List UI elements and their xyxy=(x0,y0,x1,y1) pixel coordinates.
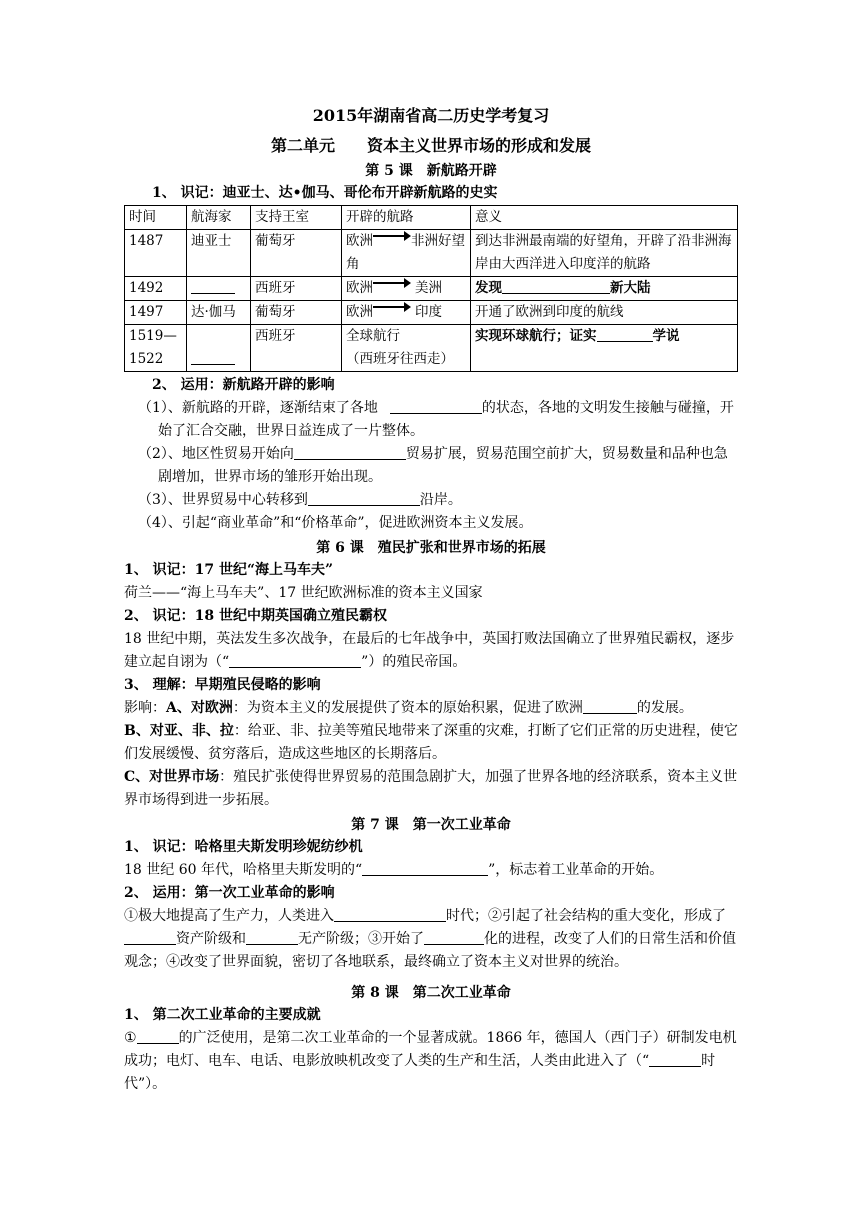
text: 18 世纪 60 年代，哈格里夫斯发明的“ xyxy=(124,862,363,878)
text: 时代；②引起了社会结构的重大变化，形成了 xyxy=(446,908,726,924)
cell-navigator: 达·伽马 xyxy=(187,301,251,325)
text: 资产阶级和 xyxy=(176,931,246,947)
cell-navigator: 迪亚士 xyxy=(187,230,251,277)
cell-royal: 葡萄牙 xyxy=(251,230,342,277)
text: 沿岸。 xyxy=(419,492,462,508)
text: ”，标志着工业革命的开始。 xyxy=(488,862,664,878)
text: ：为资本主义的发展提供了资本的原始积累，促进了欧洲 xyxy=(232,700,583,716)
route-from: 欧洲 xyxy=(346,233,373,249)
blank-line xyxy=(246,930,298,945)
blank-line xyxy=(424,930,484,945)
blank-line xyxy=(124,930,176,945)
table-header-row xyxy=(125,206,738,230)
cell-meaning: 到达非洲最南端的好望角，开辟了沿非洲海岸由大西洋进入印度洋的航路 xyxy=(471,230,738,277)
lesson7-para1 xyxy=(124,859,738,882)
arrow-icon xyxy=(373,230,411,242)
text: ：给亚、非、拉美等殖民地带来了深重的灾难，打断了它们正常的历史进程，使它们发展缓慢、贫穷落后，造成这些地区的长期落后。 xyxy=(124,723,738,762)
cell-royal: 葡萄牙 xyxy=(251,301,342,325)
table-row xyxy=(125,325,738,372)
route-from: 欧洲 xyxy=(346,280,373,296)
text: ：殖民扩张使得世界贸易的范围急剧扩大，加强了世界各地的经济联系，资本主义世界市场得到进一步拓展。 xyxy=(124,769,738,808)
cell-time: 1487 xyxy=(125,230,187,277)
cell-time: 1519—1522 xyxy=(125,325,187,372)
table-row xyxy=(125,277,738,301)
header-meaning: 意义 xyxy=(471,206,738,230)
impact-item-2 xyxy=(124,443,738,489)
blank-line xyxy=(362,861,488,876)
text: 化的进程，改变了人们的日常生活和价值观念；④改变了世界面貌，密切了各地联系，最终确立了资本主义对世界的统治。 xyxy=(124,931,736,970)
text: 无产阶级；③开始了 xyxy=(298,931,424,947)
route-to: 美洲 xyxy=(415,280,442,296)
blank-line xyxy=(191,350,235,365)
cell-royal: 西班牙 xyxy=(251,325,342,372)
document-title: 2015年湖南省高二历史学考复习 xyxy=(312,106,550,125)
text: 贸易扩展，贸易范围空前扩大，贸易数量和品种也急剧增加，世界市场的雏形开始出现。 xyxy=(158,446,728,485)
text: 的发展。 xyxy=(636,700,693,716)
cell-route xyxy=(342,230,471,277)
lesson5-section1: 1、 识记：迪亚士、达•伽马、哥伦布开辟新航路的史实 xyxy=(152,185,498,201)
text: 时代”）。 xyxy=(124,1053,716,1092)
lesson7-para2 xyxy=(124,905,738,974)
blank-line xyxy=(502,279,610,294)
cell-time: 1492 xyxy=(125,277,187,301)
lesson8-heading: 第 8 课 第二次工业革命 xyxy=(351,985,511,1001)
text: ”）的殖民帝国。 xyxy=(361,654,467,670)
route-to: 非洲好望角 xyxy=(346,233,465,272)
lesson6-section3: 3、 理解：早期殖民侵略的影响 xyxy=(124,677,321,693)
lesson5-section2: 2、 运用：新航路开辟的影响 xyxy=(152,377,335,393)
cell-time: 1497 xyxy=(125,301,187,325)
cell-meaning xyxy=(471,277,738,301)
lesson8-section1: 1、 第二次工业革命的主要成就 xyxy=(124,1007,321,1023)
header-time: 时间 xyxy=(125,206,187,230)
text: （2）、地区性贸易开始向 xyxy=(138,446,294,462)
arrow-icon xyxy=(373,277,411,289)
blank-line xyxy=(583,699,637,714)
text: （1）、新航路的开辟，逐渐结束了各地 xyxy=(138,400,378,416)
lesson6-section1: 1、 识记：17 世纪“海上马车夫” xyxy=(124,562,334,578)
text: 影响： xyxy=(124,700,166,716)
cell-route xyxy=(342,277,471,301)
lesson6-para1: 荷兰——“海上马车夫”、17 世纪欧洲标准的资本主义国家 xyxy=(124,585,483,601)
text: 的广泛使用，是第二次工业革命的一个显著成就。1866 年，德国人（西门子）研制发电机成功；电灯、电车、电话、电影放映机改变了人类的生产和生活，人类由此进入了（“ xyxy=(124,1030,737,1069)
lesson5-heading: 第 5 课 新航路开辟 xyxy=(365,163,497,179)
meaning-prefix: 实现环球航行；证实 xyxy=(475,328,597,344)
voyages-table xyxy=(124,205,738,372)
lesson8-para1 xyxy=(124,1027,738,1096)
blank-line xyxy=(308,491,420,506)
route-to: 印度 xyxy=(415,304,442,320)
table-row xyxy=(125,301,738,325)
impact-item-4: （4）、引起“商业革命”和“价格革命”，促进欧洲资本主义发展。 xyxy=(138,515,533,531)
header-royal: 支持王室 xyxy=(251,206,342,230)
cell-royal: 西班牙 xyxy=(251,277,342,301)
lesson6-heading: 第 6 课 殖民扩张和世界市场的拓展 xyxy=(316,540,546,556)
lesson6-section2: 2、 识记：18 世纪中期英国确立殖民霸权 xyxy=(124,608,387,624)
cell-meaning xyxy=(471,325,738,372)
lesson6-para2 xyxy=(124,628,738,674)
cell-route xyxy=(342,325,471,372)
meaning-suffix: 新大陆 xyxy=(610,280,651,296)
header-navigator: 航海家 xyxy=(187,206,251,230)
arrow-icon xyxy=(373,301,411,313)
label: B、对亚、非、拉 xyxy=(124,723,234,739)
route-note: （西班牙往西走） xyxy=(346,351,454,367)
header-route: 开辟的航路 xyxy=(342,206,471,230)
route-from: 欧洲 xyxy=(346,304,373,320)
label: C、对世界市场 xyxy=(124,769,220,785)
lesson7-heading: 第 7 课 第一次工业革命 xyxy=(351,817,511,833)
lesson6-para3a xyxy=(124,697,738,720)
lesson6-para3c xyxy=(124,766,738,812)
text: ①极大地提高了生产力，人类进入 xyxy=(124,908,334,924)
cell-navigator xyxy=(187,325,251,372)
lesson6-para3b xyxy=(124,720,738,766)
text: 18 世纪中期，英法发生多次战争，在最后的七年战争中，英国打败法国确立了世界殖民霸权，逐步建立起自诩为（“ xyxy=(124,631,735,670)
route-label: 全球航行 xyxy=(346,328,400,344)
meaning-suffix: 学说 xyxy=(652,328,680,344)
blank-line xyxy=(191,279,235,294)
table-row xyxy=(125,230,738,277)
blank-line xyxy=(597,327,653,342)
lesson7-section1: 1、 识记：哈格里夫斯发明珍妮纺纱机 xyxy=(124,839,363,855)
blank-line xyxy=(649,1052,701,1067)
text: ① xyxy=(124,1030,137,1046)
meaning-prefix: 发现 xyxy=(475,280,502,296)
text: 的状态，各地的文明发生接触与碰撞，开始了汇合交融，世界日益连成了一片整体。 xyxy=(158,400,734,439)
unit-title: 第二单元 资本主义世界市场的形成和发展 xyxy=(270,136,591,155)
blank-line xyxy=(137,1029,179,1044)
document-body xyxy=(124,104,738,1096)
blank-line xyxy=(390,399,482,414)
impact-item-1 xyxy=(124,397,738,443)
cell-meaning: 开通了欧洲到印度的航线 xyxy=(471,301,738,325)
impact-item-3 xyxy=(124,489,738,512)
lesson7-section2: 2、 运用：第一次工业革命的影响 xyxy=(124,885,335,901)
blank-line xyxy=(294,445,406,460)
cell-route xyxy=(342,301,471,325)
blank-line xyxy=(229,653,361,668)
cell-navigator xyxy=(187,277,251,301)
blank-line xyxy=(334,907,446,922)
label: A、对欧洲 xyxy=(166,700,233,716)
text: （3）、世界贸易中心转移到 xyxy=(138,492,308,508)
